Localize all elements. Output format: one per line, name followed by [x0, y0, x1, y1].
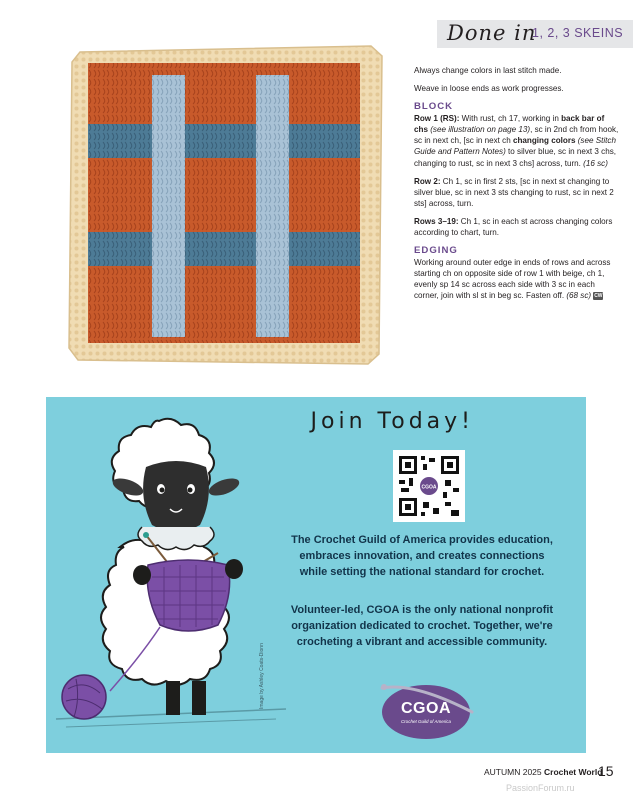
cgoa-advertisement	[46, 397, 586, 753]
image-credit: Image by Ashley Coats-Dionn	[259, 643, 265, 709]
cgoa-community-text: Volunteer-led, CGOA is the only national nonprofit organization dedicated to crochet. Together, we're crocheting a vibrant and accessible community.	[290, 604, 554, 648]
cw-end-icon: CW	[594, 293, 603, 300]
note-weave-ends: Weave in loose ends as work progresses.	[414, 84, 564, 94]
cgoa-logo-text: CGOA	[401, 700, 451, 717]
knitting-sheep-illustration	[46, 397, 306, 753]
note-change-colors: Always change colors in last stitch made.	[414, 66, 562, 75]
rust-body	[88, 63, 360, 343]
page-footer	[484, 767, 602, 777]
footer-season: AUTUMN 2025	[484, 767, 542, 777]
page-number: 15	[598, 763, 614, 779]
row1-instruction: Row 1 (RS): With rust, ch 17, working in back bar of chs (see illustration on page 13), sc in 2nd ch from hook, sc in next ch, [sc in next ch changing colors (see Stitch Guide and Pattern Notes) to silver blue, sc in next 3 chs, changing to rust, sc in next 3 chs] across, turn. (16 sc)	[414, 114, 619, 168]
silver-bar-right	[256, 75, 289, 337]
silver-bar-left	[152, 75, 185, 337]
row2-instruction: Row 2: Ch 1, sc in first 2 sts, [sc in next st changing to silver blue, sc in next 3 sts changing to rust, sc in next 2 sts] across, turn.	[414, 176, 614, 208]
qr-code[interactable]	[393, 450, 465, 522]
yarn-ball	[62, 675, 106, 719]
rows3-19-instruction: Rows 3–19: Ch 1, sc in each st across changing colors according to chart, turn.	[414, 216, 613, 238]
block-heading: BLOCK	[414, 101, 454, 113]
crochet-square-photo	[66, 42, 384, 367]
pattern-instructions	[414, 65, 619, 309]
purple-knitting	[147, 560, 229, 631]
banner-caps-title: 1, 2, 3 SKEINS	[532, 26, 624, 40]
edging-instruction: Working around outer edge in ends of rows and across starting ch on opposite side of row 1 with beige, ch 1, evenly sp 14 sc across each side with 3 sc in each corner, join with sl st in beg sc. Fasten off. (68 sc) CW	[414, 258, 611, 301]
cgoa-mission-text: The Crochet Guild of America provides education, embraces innovation, and creates connections while setting the national standard for crochet.	[291, 534, 553, 578]
footer-magazine: Crochet World	[544, 767, 603, 777]
sheep-leg-left	[166, 681, 180, 715]
svg-text:CGOA: CGOA	[421, 484, 437, 491]
cgoa-logo-subtitle: Crochet Guild of America	[400, 719, 452, 724]
join-today-heading: Join Today!	[310, 409, 474, 434]
sheep-face	[143, 461, 209, 532]
site-watermark: PassionForum.ru	[506, 783, 575, 793]
sheep-leg-right	[192, 681, 206, 715]
section-banner	[437, 20, 633, 48]
qr-code-icon	[393, 450, 465, 522]
edging-heading: EDGING	[414, 245, 458, 257]
banner-script-title: Done in	[447, 21, 537, 45]
sheep-ear-right	[207, 475, 242, 499]
